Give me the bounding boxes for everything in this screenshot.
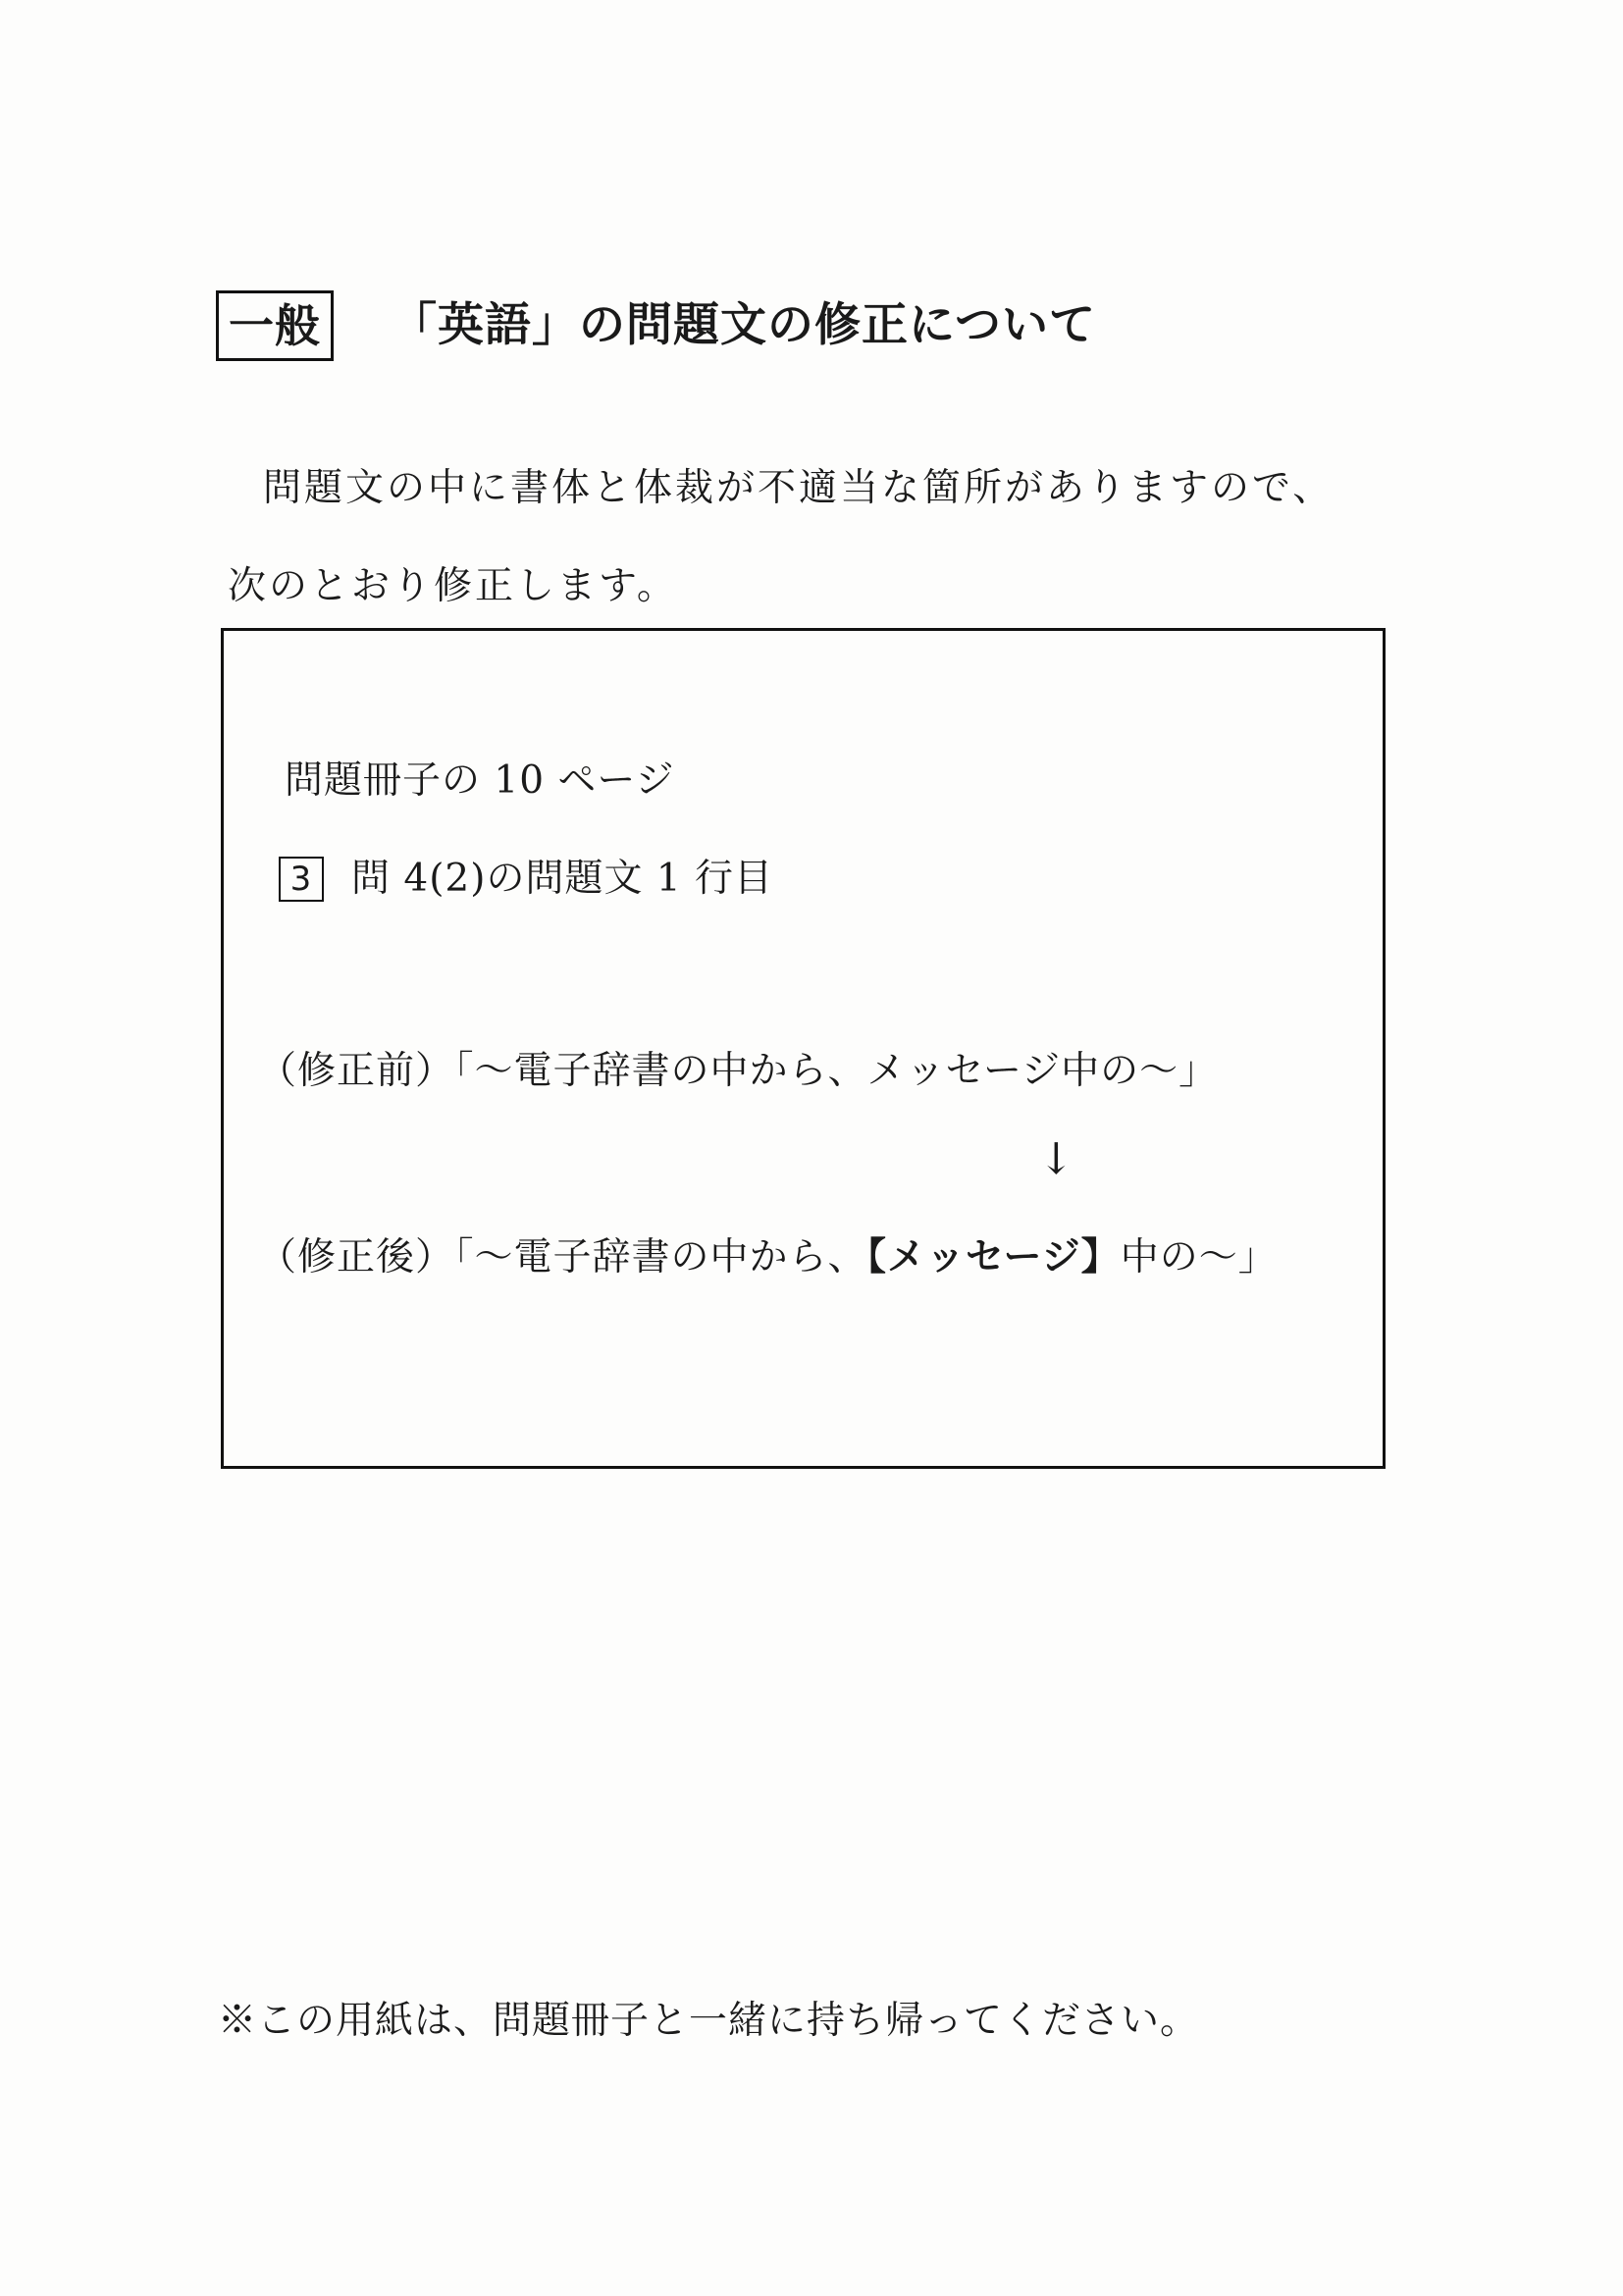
category-tag: 一般 — [216, 290, 334, 361]
question-reference: 問 4(2)の問題文 1 行目 — [351, 857, 774, 901]
after-correction-emphasis: 【メッセージ】 — [866, 1235, 1121, 1279]
question-reference-line — [279, 854, 773, 905]
notice-heading — [216, 287, 1096, 365]
before-correction-text: （修正前）「～電子辞書の中から、メッセージ中の～」 — [258, 1049, 1219, 1093]
after-correction-suffix: 中の～」 — [1120, 1235, 1278, 1279]
intro-paragraph: 問題文の中に書体と体裁が不適当な箇所がありますので、次のとおり修正します。 — [228, 466, 1335, 608]
down-arrow-icon: ↓ — [1038, 1134, 1074, 1184]
page-reference: 問題冊子の 10 ページ — [285, 758, 675, 803]
after-correction-line — [258, 1232, 1278, 1283]
notice-title: 「英語」の問題文の修正について — [391, 298, 1097, 352]
footer-note: ※この用紙は、問題冊子と一緒に持ち帰ってください。 — [218, 1999, 1200, 2043]
after-correction-prefix: （修正後）「～電子辞書の中から、 — [258, 1235, 867, 1279]
correction-box — [221, 628, 1386, 1469]
question-number-badge: 3 — [279, 857, 324, 902]
